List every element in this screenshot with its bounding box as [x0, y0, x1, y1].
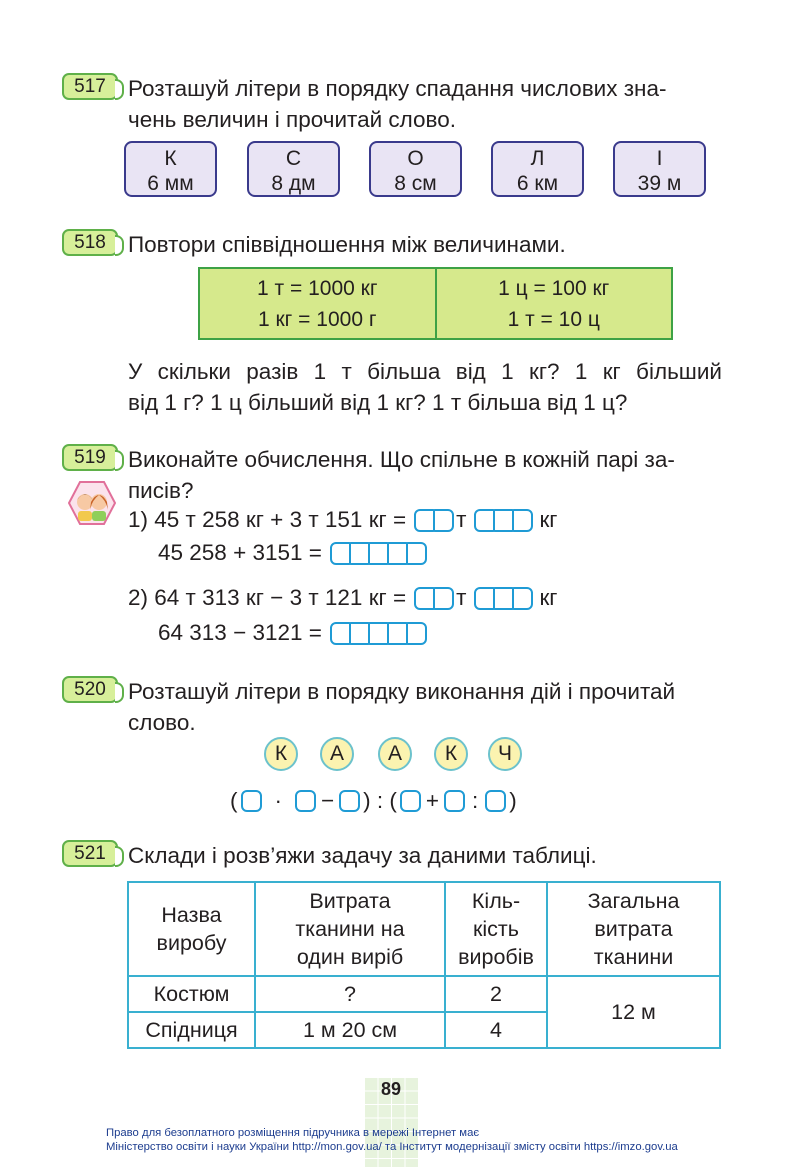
task-number-badge: 520	[62, 676, 118, 703]
task-519-item-1-line-2: 45 258 + 3151 =	[158, 538, 429, 568]
answer-box[interactable]	[444, 790, 465, 812]
table-row	[128, 976, 720, 1012]
letter-card: С 8 дм	[247, 141, 340, 197]
ratio-table	[198, 267, 673, 340]
task-text: Виконайте обчислення. Що спільне в кожній парі за- писів?	[128, 447, 675, 503]
answer-boxes[interactable]	[330, 622, 425, 645]
task-text: Розташуй літери в порядку спадання числових зна- чень величин і прочитай слово.	[128, 76, 667, 132]
answer-box[interactable]	[485, 790, 506, 812]
task-518-question: У скільки разів 1 т більша від 1 кг? 1 кг більший від 1 г? 1 ц більший від 1 кг? 1 т більша від 1 ц?	[128, 359, 722, 415]
header-cell: Назва виробу	[128, 882, 255, 976]
page-number: 89	[380, 1079, 402, 1099]
answer-box[interactable]	[339, 790, 360, 812]
pair-work-icon	[68, 480, 116, 526]
letter-circle: К	[434, 737, 468, 771]
task-text: Склади і розв’яжи задачу за даними таблиці.	[128, 843, 597, 868]
ratio-column-right: 1 ц = 100 кг 1 т = 10 ц	[435, 269, 672, 338]
header-cell: Загальна витрата тканини	[547, 882, 720, 976]
task-text: Повтори співвідношення між величинами.	[128, 232, 566, 257]
order-expression: ( · − ) : ( + : )	[230, 788, 517, 813]
letter-circle: А	[378, 737, 412, 771]
task-519-item-2-line-2: 64 313 − 3121 =	[158, 618, 429, 648]
header-cell: Кіль- кість виробів	[445, 882, 547, 976]
answer-boxes[interactable]	[330, 542, 425, 565]
letter-circle: А	[320, 737, 354, 771]
cell-name: Спідниця	[128, 1012, 255, 1048]
letter-card: К 6 мм	[124, 141, 217, 197]
cell-count: 2	[445, 976, 547, 1012]
answer-boxes[interactable]	[414, 587, 452, 610]
task-number-badge: 517	[62, 73, 118, 100]
answer-boxes[interactable]	[474, 509, 531, 532]
cell-per-item: 1 м 20 см	[255, 1012, 445, 1048]
header-cell: Витрата тканини на один виріб	[255, 882, 445, 976]
footer-license: Право для безоплатного розміщення підручника в мережі Інтернет має Міністерство освіти і науки України http://mon.gov.ua/ та Інститут модернізації змісту освіти https://imzo.gov.ua	[106, 1127, 678, 1153]
letter-card: О 8 см	[369, 141, 462, 197]
letter-card: І 39 м	[613, 141, 706, 197]
task-text: Розташуй літери в порядку виконання дій і прочитай слово.	[128, 679, 676, 735]
table-header-row	[128, 882, 720, 976]
letter-circle: Ч	[488, 737, 522, 771]
answer-boxes[interactable]	[474, 587, 531, 610]
task-number-badge: 519	[62, 444, 118, 471]
letter-circle: К	[264, 737, 298, 771]
letter-circles	[262, 737, 532, 773]
letter-card: Л 6 км	[491, 141, 584, 197]
answer-box[interactable]	[241, 790, 262, 812]
task-519-item-1-line-1: 1) 45 т 258 кг + 3 т 151 кг = т кг	[128, 507, 558, 532]
cell-count: 4	[445, 1012, 547, 1048]
answer-box[interactable]	[400, 790, 421, 812]
letter-cards	[70, 141, 720, 197]
cell-name: Костюм	[128, 976, 255, 1012]
ratio-column-left: 1 т = 1000 кг 1 кг = 1000 г	[257, 277, 378, 331]
task-519-item-2-line-1: 2) 64 т 313 кг − 3 т 121 кг = т кг	[128, 585, 558, 610]
answer-boxes[interactable]	[414, 509, 452, 532]
cell-per-item: ?	[255, 976, 445, 1012]
task-number-badge: 518	[62, 229, 118, 256]
task-number-badge: 521	[62, 840, 118, 867]
answer-box[interactable]	[295, 790, 316, 812]
product-fabric-table	[127, 881, 721, 1049]
cell-total: 12 м	[547, 976, 720, 1048]
